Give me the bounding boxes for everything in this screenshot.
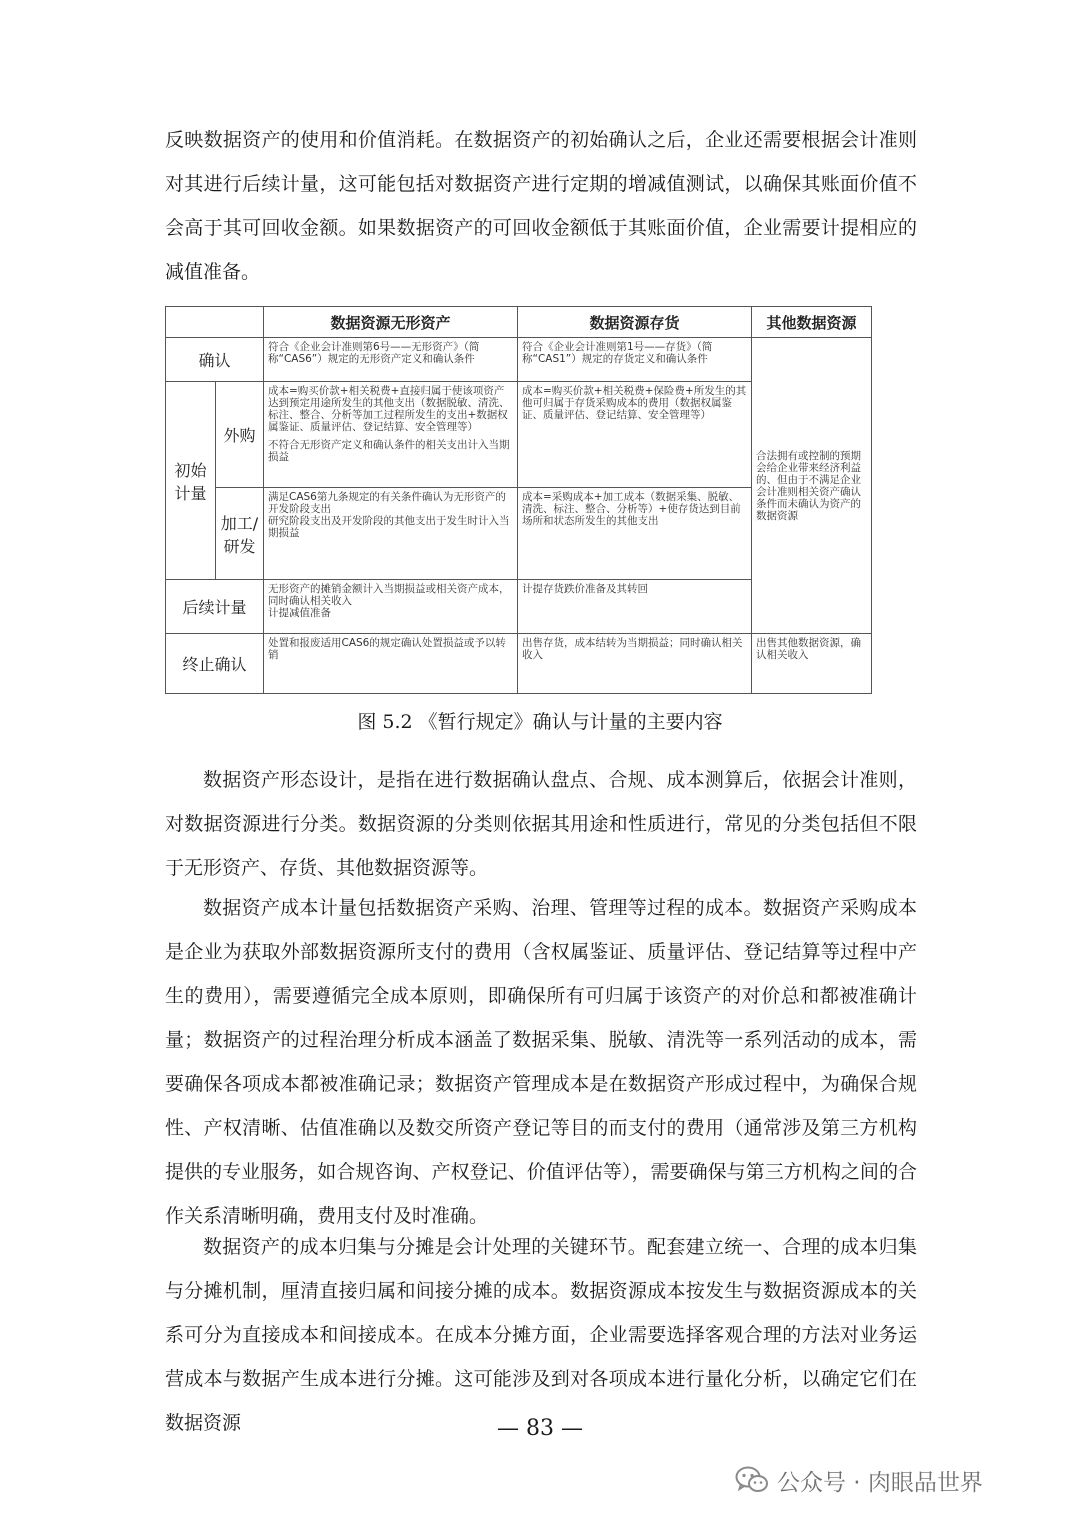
cell-purchase-inventory: 成本=购买价款+相关税费+保险费+所发生的其他可归属于存货采购成本的费用（数据权属鉴证、质量评估、登记结算、安全管理等） [518,382,752,488]
cell-confirm-inventory: 符合《企业会计准则第1号——存货》（简称“CAS1”）规定的存货定义和确认条件 [518,338,752,382]
cell-subsequent-intangible: 无形资产的摊销金额计入当期损益或相关资产成本，同时确认相关收入 计提减值准备 [264,580,518,634]
cell-derecognize-other: 出售其他数据资源，确认相关收入 [752,634,872,694]
purchase-intangible-text-1: 成本=购买价款+相关税费+直接归属于使该项资产达到预定用途所发生的其他支出（数据脱敏、清洗、标注、整合、分析等加工过程所发生的支出+数据权属鉴证、质量评估、登记结算、安全管理等） [268,385,510,433]
paragraph-cost-measurement: 数据资产成本计量包括数据资产采购、治理、管理等过程的成本。数据资产采购成本是企业为获取外部数据资源所支付的费用（含权属鉴证、质量评估、登记结算等过程中产生的费用），需要遵循完全成本原则，即确保所有可归属于该资产的对价总和都被准确计量；数据资产的过程治理分析成本涵盖了数据采集、脱敏、清洗等一系列活动的成本，需要确保各项成本都被准确记录；数据资产管理成本是在数据资产形成过程中，为确保合规性、产权清晰、估值准确以及数交所资产登记等目的而支付的费用（通常涉及第三方机构提供的专业服务，如合规咨询、产权登记、价值评估等），需要确保与第三方机构之间的合作关系清晰明确，费用支付及时准确。 [165,897,917,1227]
figure-table [165,306,871,694]
watermark [735,1462,983,1498]
cell-derecognize-inventory: 出售存货，成本结转为当期损益；同时确认相关收入 [518,634,752,694]
row-label-process: 加工/研发 [216,488,264,580]
header-intangible: 数据资源无形资产 [264,307,518,338]
recognition-measurement-table [165,306,872,694]
cell-subsequent-inventory: 计提存货跌价准备及其转回 [518,580,752,634]
cell-process-inventory: 成本=采购成本+加工成本（数据采集、脱敏、清洗、标注、整合、分析等）+使存货达到目前场所和状态所发生的其他支出 [518,488,752,580]
purchase-intangible-text-2: 不符合无形资产定义和确认条件的相关支出计入当期损益 [268,439,510,463]
row-label-purchase: 外购 [216,382,264,488]
page-number: — 83 — [497,1416,583,1441]
cell-purchase-intangible [264,382,518,488]
row-label-derecognize: 终止确认 [166,634,264,694]
header-inventory: 数据资源存货 [518,307,752,338]
paragraph-form-design: 数据资产形态设计，是指在进行数据确认盘点、合规、成本测算后，依据会计准则，对数据资源进行分类。数据资源的分类则依据其用途和性质进行，常见的分类包括但不限于无形资产、存货、其他数据资源等。 [165,769,917,879]
paragraph-intro: 反映数据资产的使用和价值消耗。在数据资产的初始确认之后，企业还需要根据会计准则对其进行后续计量，这可能包括对数据资产进行定期的增减值测试，以确保其账面价值不会高于其可回收金额。如果数据资产的可回收金额低于其账面价值，企业需要计提相应的减值准备。 [165,129,917,283]
paragraph-cost-allocation: 数据资产的成本归集与分摊是会计处理的关键环节。配套建立统一、合理的成本归集与分摊机制，厘清直接归属和间接分摊的成本。数据资源成本按发生与数据资源成本的关系可分为直接成本和间接成本。在成本分摊方面，企业需要选择客观合理的方法对业务运营成本与数据产生成本进行分摊。这可能涉及到对各项成本进行量化分析，以确定它们在数据资源 [165,1236,917,1434]
row-label-confirm: 确认 [166,338,264,382]
figure-caption: 图 5.2 《暂行规定》确认与计量的主要内容 [357,711,723,733]
table-corner [166,307,264,338]
wechat-icon [735,1465,769,1495]
header-other: 其他数据资源 [752,307,872,338]
cell-process-intangible: 满足CAS6第九条规定的有关条件确认为无形资产的开发阶段支出 研究阶段支出及开发阶段的其他支出于发生时计入当期损益 [264,488,518,580]
cell-other-confirm: 合法拥有或控制的预期会给企业带来经济利益的、但由于不满足企业会计准则相关资产确认条件而未确认为资产的数据资源 [752,338,872,634]
cell-derecognize-intangible: 处置和报废适用CAS6的规定确认处置损益或予以转销 [264,634,518,694]
row-label-subsequent: 后续计量 [166,580,264,634]
cell-confirm-intangible: 符合《企业会计准则第6号——无形资产》（简称“CAS6”）规定的无形资产定义和确认条件 [264,338,518,382]
watermark-text: 公众号 · 肉眼品世界 [777,1469,983,1496]
row-label-initial: 初始计量 [166,382,216,580]
